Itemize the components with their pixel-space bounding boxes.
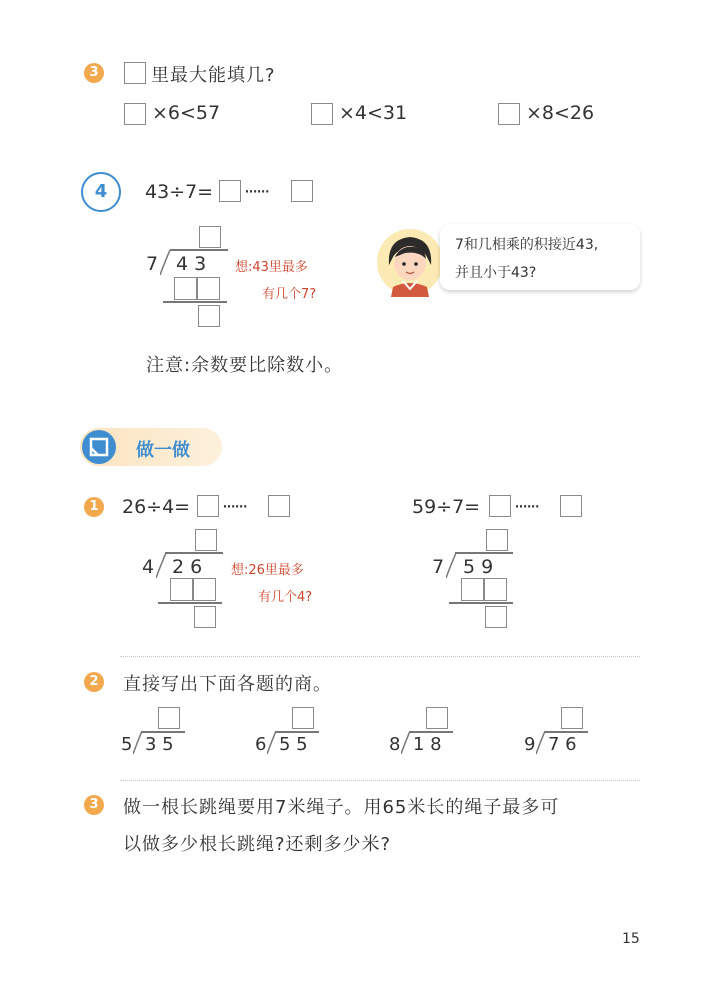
dividend: 5 5	[279, 734, 308, 755]
divisor: 6	[255, 734, 267, 755]
division-bar	[275, 731, 319, 733]
division-bracket	[160, 250, 174, 280]
division-bracket	[446, 553, 460, 583]
word-problem-text: 做一根长跳绳要用7米绳子。用65米长的绳子最多可	[123, 797, 560, 818]
practice-title: 做一做	[136, 440, 190, 461]
remainder-box[interactable]	[291, 180, 313, 202]
divisor: 8	[389, 734, 401, 755]
quotient-box[interactable]	[426, 707, 448, 729]
divisor: 4	[142, 556, 155, 578]
word-problem-text: 以做多少根长跳绳?还剩多少米?	[123, 834, 392, 855]
quotient-box[interactable]	[219, 180, 241, 202]
question-number: 3	[84, 795, 104, 815]
practice-icon	[82, 430, 116, 464]
example-number: 4	[81, 172, 121, 212]
quotient-box[interactable]	[561, 707, 583, 729]
answer-box[interactable]	[311, 103, 333, 125]
dividend: 7 6	[548, 734, 577, 755]
dividend: 2 6	[172, 556, 203, 578]
division-bar	[455, 552, 513, 554]
product-box[interactable]	[461, 578, 484, 601]
quotient-box[interactable]	[158, 707, 180, 729]
dividend: 5 9	[463, 556, 494, 578]
hint-text: 有几个7?	[262, 287, 317, 302]
practice-header	[80, 428, 222, 466]
product-box[interactable]	[174, 277, 197, 300]
dividend: 1 8	[413, 734, 442, 755]
remainder-box[interactable]	[194, 606, 216, 628]
division-bracket	[401, 731, 413, 759]
division-bar	[165, 552, 223, 554]
question-number: 2	[84, 672, 104, 692]
note-text: 注意:余数要比除数小。	[146, 355, 344, 376]
division-bar	[544, 731, 588, 733]
question-title: 里最大能填几?	[151, 65, 276, 86]
divider	[120, 656, 640, 657]
subtraction-line	[163, 301, 227, 303]
divisor: 9	[524, 734, 536, 755]
division-equation: 26÷4=	[122, 496, 191, 518]
division-equation: 59÷7=	[412, 496, 481, 518]
product-box[interactable]	[193, 578, 216, 601]
question-title: 直接写出下面各题的商。	[123, 674, 332, 695]
dots: ······	[222, 496, 247, 518]
quotient-box[interactable]	[489, 495, 511, 517]
hint-text: 有几个4?	[258, 590, 313, 605]
division-bar	[170, 249, 228, 251]
product-box[interactable]	[170, 578, 193, 601]
girl-avatar	[375, 227, 445, 301]
inequality-text: ×4<31	[339, 102, 408, 124]
dividend: 3 5	[145, 734, 174, 755]
answer-box[interactable]	[124, 103, 146, 125]
dividend: 4 3	[176, 253, 207, 275]
quotient-box[interactable]	[486, 529, 508, 551]
hint-text: 想:43里最多	[235, 260, 308, 275]
remainder-box[interactable]	[198, 305, 220, 327]
division-bar	[409, 731, 453, 733]
division-bracket	[133, 731, 145, 759]
divisor: 7	[432, 556, 445, 578]
speech-bubble	[440, 224, 640, 290]
division-bracket	[156, 553, 170, 583]
divider	[120, 780, 640, 781]
inequality-text: ×8<26	[526, 102, 595, 124]
subtraction-line	[158, 602, 222, 604]
hint-text: 想:26里最多	[231, 563, 304, 578]
answer-box[interactable]	[498, 103, 520, 125]
remainder-box[interactable]	[485, 606, 507, 628]
quotient-box[interactable]	[292, 707, 314, 729]
subtraction-line	[449, 602, 513, 604]
bubble-text: 并且小于43?	[455, 265, 537, 281]
division-bar	[141, 731, 185, 733]
question-number: 1	[84, 497, 104, 517]
remainder-box[interactable]	[268, 495, 290, 517]
inequality-text: ×6<57	[152, 102, 221, 124]
product-box[interactable]	[484, 578, 507, 601]
division-bracket	[267, 731, 279, 759]
quotient-box[interactable]	[197, 495, 219, 517]
product-box[interactable]	[197, 277, 220, 300]
dots: ······	[244, 181, 269, 203]
dots: ······	[514, 496, 539, 518]
question-number: 3	[84, 63, 104, 83]
division-bracket	[536, 731, 548, 759]
answer-box[interactable]	[124, 62, 146, 84]
quotient-box[interactable]	[199, 226, 221, 248]
bubble-text: 7和几相乘的积接近43,	[455, 237, 599, 253]
quotient-box[interactable]	[195, 529, 217, 551]
page-number: 15	[622, 931, 640, 947]
divisor: 5	[121, 734, 133, 755]
divisor: 7	[146, 253, 159, 275]
remainder-box[interactable]	[560, 495, 582, 517]
division-equation: 43÷7=	[145, 181, 214, 203]
